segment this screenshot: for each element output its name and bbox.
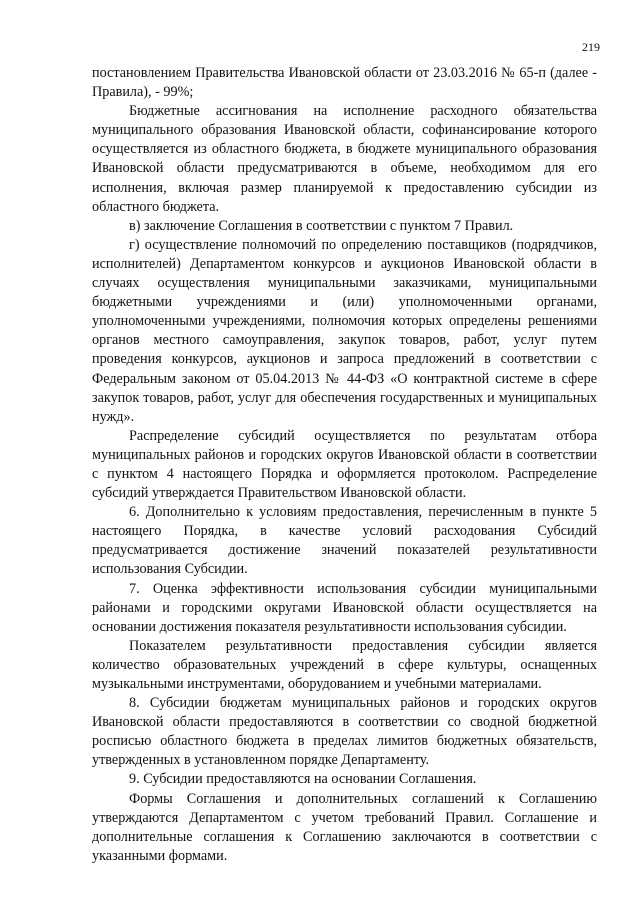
paragraph: Формы Соглашения и дополнительных соглашений к Соглашению утверждаются Департаментом с учетом требований Правил. Соглашение и дополнительные соглашения к Соглашению заключаются в соответствии с указанными формами. <box>92 790 597 864</box>
paragraph: 6. Дополнительно к условиям предоставления, перечисленным в пункте 5 настоящего Порядка, в качестве условий расходования Субсидий предусматривается достижение значений показателей результативности использования Субсидии. <box>92 504 597 578</box>
paragraph: постановлением Правительства Ивановской области от 23.03.2016 № 65-п (далее - Правила), - 99%; <box>92 65 597 101</box>
paragraph: 7. Оценка эффективности использования субсидии муниципальными районами и городскими округами Ивановской области осуществляется на основании достижения показателя результативности использования субсидии. <box>92 580 597 635</box>
paragraph: Бюджетные ассигнования на исполнение расходного обязательства муниципального образования Ивановской области, софинансирование которого осуществляется из областного бюджета, в бюджете муниципального образования Ивановской области предусматриваются в объеме, необходимом для его исполнения, включая размер планируемой к предоставлению субсидии из областного бюджета. <box>92 103 597 215</box>
paragraph: Распределение субсидий осуществляется по результатам отбора муниципальных районов и городских округов Ивановской области в соответствии с пунктом 4 настоящего Порядка и оформляется протоколом. Распределение субсидий утверждается Правительством Ивановской области. <box>92 427 597 502</box>
document-body <box>92 64 597 866</box>
paragraph: 8. Субсидии бюджетам муниципальных районов и городских округов Ивановской области предоставляются в соответствии со сводной бюджетной росписью областного бюджета в пределах лимитов бюджетных обязательств, утвержденных в установленном порядке Департаменту. <box>92 695 597 769</box>
paragraph: г) осуществление полномочий по определению поставщиков (подрядчиков, исполнителей) Департаментом конкурсов и аукционов Ивановской области в случаях осуществления муниципальными заказчиками, муниципальными бюджетными учреждениями и (или) уполномоченными органами, уполномоченными учреждениями, полномочия которых определены решениями органов местного самоуправления, закупок товаров, работ, услуг путем проведения конкурсов, аукционов и запроса предложений в соответствии с Федеральным законом от 05.04.2013 № 44-ФЗ «О контрактной системе в сфере закупок товаров, работ, услуг для обеспечения государственных и муниципальных нужд». <box>92 236 597 425</box>
paragraph: 9. Субсидии предоставляются на основании Соглашения. <box>129 771 477 788</box>
paragraph: Показателем результативности предоставления субсидии является количество образовательных учреждений в сфере культуры, оснащенных музыкальными инструментами, оборудованием и учебными материалами. <box>92 637 597 692</box>
paragraph: в) заключение Соглашения в соответствии с пунктом 7 Правил. <box>129 217 514 234</box>
page-number: 219 <box>582 40 600 54</box>
